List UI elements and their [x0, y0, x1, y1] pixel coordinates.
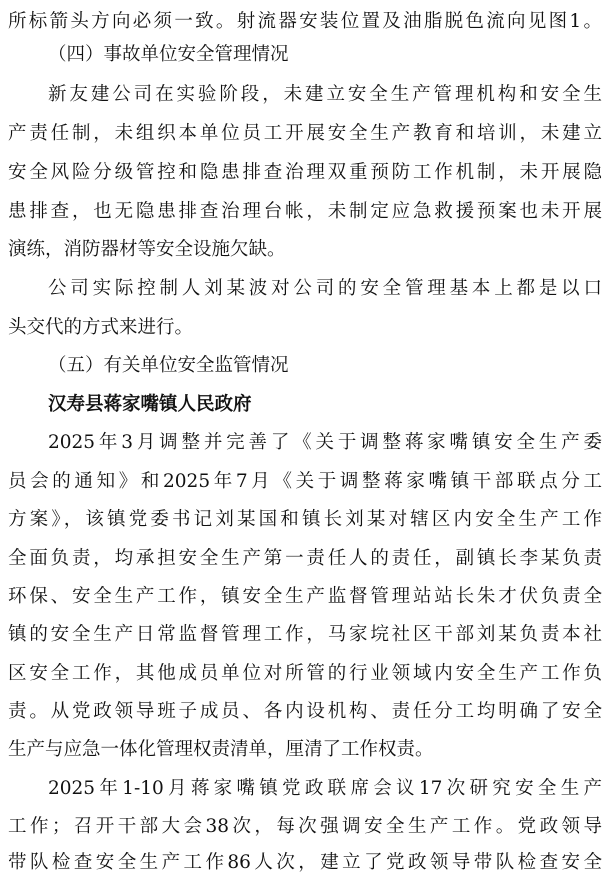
text-line-16: 环保、安全生产工作，镇安全生产监督管理站站长朱才伏负责全	[8, 586, 602, 607]
section-heading-5: （五）有关单位安全监管情况	[48, 355, 289, 376]
text-line-17: 镇的安全生产日常监督管理工作，马家垸社区干部刘某负责本社	[8, 624, 602, 645]
text-line-14: 方案》，该镇党委书记刘某国和镇长刘某对辖区内安全生产工作	[8, 509, 602, 530]
text-line-12: 2025年3月调整并完善了《关于调整蒋家嘴镇安全生产委	[48, 432, 602, 453]
text-line-6: 患排查，也无隐患排查治理台帐，未制定应急救援预案也未开展	[8, 201, 602, 222]
subheading-government: 汉寿县蒋家嘴镇人民政府	[48, 394, 252, 415]
text-line-13: 员会的通知》和2025年7月《关于调整蒋家嘴镇干部联点分工	[8, 471, 602, 492]
text-line-19: 责。从党政领导班子成员、各内设机构、责任分工均明确了安全	[8, 701, 602, 722]
text-line-18: 区安全工作，其他成员单位对所管的行业领域内安全生产工作负	[8, 663, 602, 684]
text-line-7: 演练，消防器材等安全设施欠缺。	[8, 239, 286, 260]
section-heading-4: （四）事故单位安全管理情况	[48, 44, 289, 65]
text-line-1: 所标箭头方向必须一致。射流器安装位置及油脂脱色流向见图1。	[8, 11, 602, 32]
text-line-8: 公司实际控制人刘某波对公司的安全管理基本上都是以口	[48, 278, 602, 299]
text-line-20: 生产与应急一体化管理权责清单，厘清了工作权责。	[8, 739, 434, 760]
text-line-5: 安全风险分级管控和隐患排查治理双重预防工作机制，未开展隐	[8, 162, 602, 183]
text-line-21: 2025年1-10月蒋家嘴镇党政联席会议17次研究安全生产	[48, 778, 602, 799]
text-line-15: 全面负责，均承担安全生产第一责任人的责任，副镇长李某负责	[8, 548, 602, 569]
text-line-22: 工作；召开干部大会38次，每次强调安全生产工作。党政领导	[8, 816, 602, 837]
text-line-23: 带队检查安全生产工作86人次，建立了党政领导带队检查安全	[8, 852, 602, 873]
text-line-3: 新友建公司在实验阶段，未建立安全生产管理机构和安全生	[48, 84, 602, 105]
text-line-4: 产责任制，未组织本单位员工开展安全生产教育和培训，未建立	[8, 123, 602, 144]
text-line-9: 头交代的方式来进行。	[8, 317, 194, 338]
